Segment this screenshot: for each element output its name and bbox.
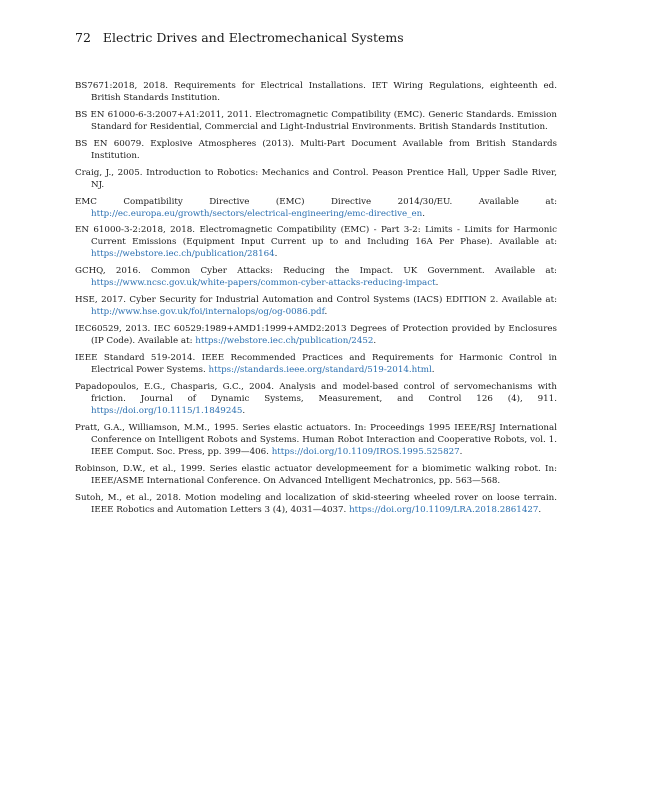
reference-link[interactable]: https://www.ncsc.gov.uk/white-papers/common-cyber-attacks-reducing-impact — [91, 278, 436, 289]
reference-tail: . — [274, 249, 278, 260]
running-header — [75, 30, 404, 45]
reference-entry — [75, 323, 557, 347]
reference-text: Pratt, G.A., Williamson, M.M., 1995. Series elastic actuators. In: Proceedings 1995 IEEE/RSJ International Conference on Intelligent Robots and Systems. Human Robot Interaction and Cooperative Robots, vol. 1. IEEE Comput. Soc. Press, pp. 399—406. — [75, 422, 557, 457]
reference-link[interactable]: http://ec.europa.eu/growth/sectors/electrical-engineering/emc-directive_en — [91, 208, 423, 219]
reference-tail: . — [373, 336, 377, 347]
reference-entry — [75, 196, 557, 220]
reference-text: Craig, J., 2005. Introduction to Robotics: Mechanics and Control. Peason Prentice Hall, Upper Sadle River, NJ. — [75, 167, 557, 190]
reference-entry — [75, 80, 557, 104]
reference-entry — [75, 381, 557, 417]
reference-link[interactable]: https://webstore.iec.ch/publication/2452 — [195, 336, 374, 347]
reference-entry — [75, 109, 557, 133]
reference-link[interactable]: https://doi.org/10.1115/1.1849245 — [91, 405, 243, 416]
reference-link[interactable]: https://standards.ieee.org/standard/519-2014.html — [208, 365, 432, 376]
reference-text: GCHQ, 2016. Common Cyber Attacks: Reducing the Impact. UK Government. Available at: — [75, 266, 557, 277]
reference-entry — [75, 294, 557, 318]
reference-entry — [75, 224, 557, 260]
reference-link[interactable]: https://doi.org/10.1109/IROS.1995.525827 — [271, 446, 460, 457]
reference-entry — [75, 138, 557, 162]
reference-text: EN 61000-3-2:2018, 2018. Electromagnetic Compatibility (EMC) - Part 3-2: Limits - Limits for Harmonic Current Emissions (Equipment Input Current up to and Including 16A Per Phase). Available at: — [75, 225, 557, 248]
reference-list — [75, 80, 557, 520]
reference-entry — [75, 492, 557, 516]
reference-link[interactable]: https://webstore.iec.ch/publication/28164 — [91, 249, 275, 260]
reference-text: BS EN 60079. Explosive Atmospheres (2013). Multi-Part Document Available from British Standards Institution. — [75, 138, 557, 161]
reference-entry — [75, 265, 557, 289]
reference-text: BS7671:2018, 2018. Requirements for Electrical Installations. IET Wiring Regulations, eighteenth ed. British Standards Institution. — [75, 81, 557, 103]
reference-text: IEEE Standard 519-2014. IEEE Recommended Practices and Requirements for Harmonic Control in Electrical Power Systems. — [75, 353, 557, 376]
reference-tail: . — [459, 446, 463, 457]
reference-tail: . — [538, 504, 542, 515]
reference-link[interactable]: https://doi.org/10.1109/LRA.2018.2861427 — [349, 504, 539, 515]
reference-entry — [75, 422, 557, 458]
reference-text: EMC Compatibility Directive (EMC) Directive 2014/30/EU. Available at: — [75, 196, 557, 207]
book-title: Electric Drives and Electromechanical Systems — [102, 30, 404, 45]
reference-text: BS EN 61000-6-3:2007+A1:2011, 2011. Electromagnetic Compatibility (EMC). Generic Standards. Emission Standard for Residential, Commercial and Light-Industrial Environments. British Standards Institution. — [75, 109, 557, 132]
reference-text: HSE, 2017. Cyber Security for Industrial Automation and Control Systems (IACS) EDITION 2. Available at: — [75, 295, 557, 306]
reference-tail: . — [422, 208, 426, 219]
reference-text: IEC60529, 2013. IEC 60529:1989+AMD1:1999+AMD2:2013 Degrees of Protection provided by Enclosures (IP Code). Available at: — [75, 324, 557, 347]
reference-tail: . — [324, 307, 328, 318]
reference-entry — [75, 463, 557, 487]
reference-entry — [75, 352, 557, 376]
reference-text: Sutoh, M., et al., 2018. Motion modeling and localization of skid-steering wheeled rover on loose terrain. IEEE Robotics and Automation Letters 3 (4), 4031—4037. — [75, 492, 557, 515]
reference-text: Robinson, D.W., et al., 1999. Series elastic actuator developmeement for a biomimetic walking robot. In: IEEE/ASME International Conference. On Advanced Intelligent Mechatronics, pp. 563—568. — [75, 463, 557, 486]
reference-link[interactable]: http://www.hse.gov.uk/foi/internalops/og/og-0086.pdf — [91, 307, 325, 318]
page-number: 72 — [75, 30, 91, 45]
reference-tail: . — [435, 278, 439, 289]
reference-tail: . — [431, 365, 435, 376]
reference-tail: . — [242, 405, 246, 416]
reference-text: Papadopoulos, E.G., Chasparis, G.C., 2004. Analysis and model-based control of servomechanisms with friction. Journal of Dynamic Systems, Measurement, and Control 126 (4), 911. — [75, 381, 557, 404]
reference-entry — [75, 167, 557, 191]
